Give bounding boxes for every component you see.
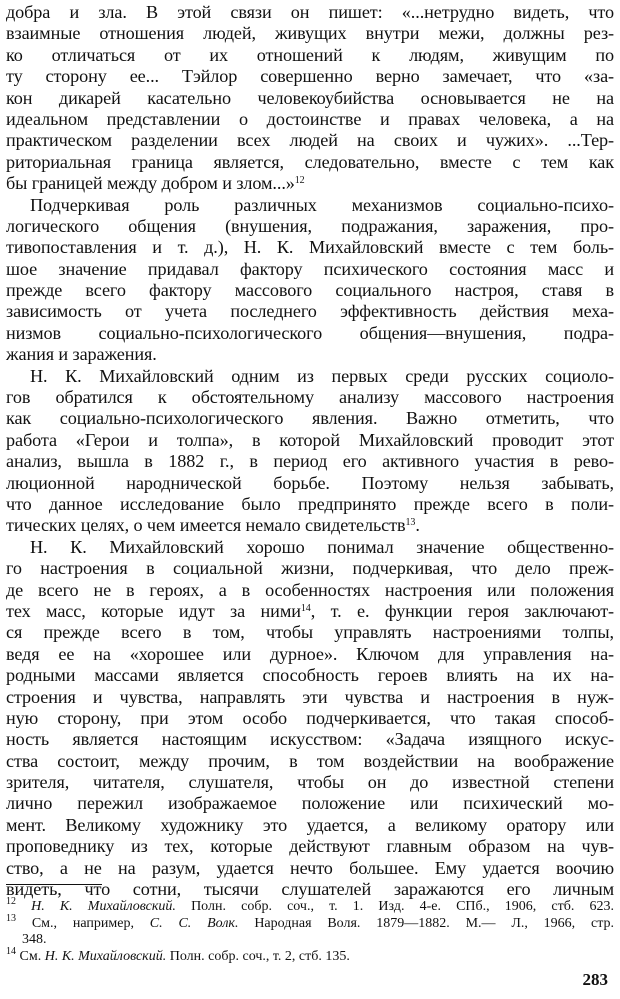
text-line-content: видеть, что сотни, тысячи слушателей заражаются его личным xyxy=(6,879,614,900)
footnote-line xyxy=(6,912,615,933)
text-line xyxy=(6,580,614,601)
footnote-divider xyxy=(6,884,102,885)
text-line xyxy=(6,879,614,900)
text-line-content: тических целях, о чем имеется немало свидетельств xyxy=(6,515,406,536)
text-line xyxy=(6,708,614,729)
text-line-content: кон дикарей касательно человекоубийства основывается не на xyxy=(6,87,614,108)
text-line-content: ту сторону ее... Тэйлор совершенно верно замечает, что «за- xyxy=(6,66,614,87)
text-line-content: проповеднику из тех, которые действуют главным образом на чув- xyxy=(6,836,614,857)
text-line-tail: . xyxy=(415,515,420,536)
footnote-number: 13 xyxy=(6,912,16,924)
text-line-content: жания и заражения. xyxy=(6,344,157,365)
text-line xyxy=(6,109,614,130)
footnotes xyxy=(6,896,615,965)
footnote-author: Н. К. Михайловский. xyxy=(31,899,176,914)
footnote-ref: 13 xyxy=(405,517,416,529)
text-line xyxy=(6,665,614,686)
footnote-ref: 12 xyxy=(294,175,305,187)
text-line-content: ведя ее на «хорошее или дурное». Ключом для управления на- xyxy=(6,643,614,664)
text-line xyxy=(6,644,614,665)
text-line xyxy=(6,515,614,536)
text-line xyxy=(6,473,614,494)
footnote-ref: 14 xyxy=(300,602,311,614)
text-line-tail: , т. е. функции героя заключают- xyxy=(310,600,614,621)
page-number: 283 xyxy=(582,970,608,989)
footnote-line xyxy=(6,932,614,949)
footnote-prefix: См., например, xyxy=(31,915,150,931)
text-line xyxy=(6,451,614,472)
text-line xyxy=(6,237,614,258)
text-line xyxy=(6,45,614,66)
text-line-content: мент. Великому художнику это удается, а великому оратору или xyxy=(6,814,614,835)
text-line-content: ство, а не на разум, удается нечто большее. Ему удается воочию xyxy=(6,857,614,878)
text-line-content: люционной народнической борьбе. Поэтому нельзя забывать, xyxy=(6,472,614,493)
text-line xyxy=(6,772,614,793)
text-line xyxy=(6,729,614,750)
text-line-content: зависимость от учета последнего эффективность действия меха- xyxy=(6,301,614,322)
text-line xyxy=(6,173,614,194)
text-line-content: строения и чувства, направлять эти чувства и настроения в нуж- xyxy=(6,686,614,707)
footnote-text: 348. xyxy=(22,932,47,947)
text-line xyxy=(6,793,614,814)
text-line xyxy=(6,195,614,216)
footnote-line xyxy=(6,896,614,916)
text-line-content: прежде всего фактору массового социального настроя, ставя в xyxy=(6,280,614,301)
text-line-content: идеальном представлении о достоинстве и правах человека, а на xyxy=(6,108,614,129)
footnote-prefix: См. xyxy=(19,948,45,964)
text-line xyxy=(6,2,614,23)
main-text xyxy=(6,2,614,900)
text-line xyxy=(6,858,614,879)
text-line-content: ства состоит, между прочим, в том воздействии на воображение xyxy=(6,750,614,771)
text-line-content: ную сторону, при этом особо подчеркивается, что такая способ- xyxy=(6,707,614,728)
text-line xyxy=(6,622,614,643)
text-line xyxy=(6,130,614,151)
footnote-text: Полн. собр. соч., т. 2, стб. 135. xyxy=(166,948,350,964)
footnote-author: Н. К. Михайловский. xyxy=(44,948,167,964)
text-line-content: анализ, вышла в 1882 г., в период его активного участия в рево- xyxy=(6,451,614,472)
text-line-content: го настроения в социальной жизни, подчеркивая, что дело преж- xyxy=(6,558,614,579)
text-line-content: шое значение придавал фактору психического состояния масс и xyxy=(6,258,614,279)
text-line xyxy=(6,558,614,579)
text-line-content: низмов социально-психологического общения—внушения, подра- xyxy=(6,322,614,343)
text-line-content: гов обратился к обстоятельному анализу массового настроения xyxy=(6,387,614,408)
text-line-content: ность является настоящим искусством: «Задача изящного искус- xyxy=(6,729,614,750)
footnote-line xyxy=(6,945,614,966)
text-line xyxy=(6,366,614,387)
text-line-content: бы границей между добром и злом...» xyxy=(6,173,295,194)
text-line xyxy=(6,387,614,408)
text-line xyxy=(6,601,614,622)
text-line-content: лично пережил изображаемое положение или психический мо- xyxy=(6,793,614,814)
text-line xyxy=(6,280,614,301)
text-line-content: тех масс, которые идут за ними xyxy=(6,600,301,621)
text-line xyxy=(6,152,614,173)
text-line xyxy=(6,88,614,109)
text-line xyxy=(6,323,614,344)
text-line xyxy=(6,836,614,857)
text-line xyxy=(6,687,614,708)
footnote-text: Народная Воля. 1879—1882. М.— Л., 1966, стр. xyxy=(238,915,615,931)
text-line-content: что данное исследование было предпринято прежде всего в поли- xyxy=(6,493,614,514)
text-line-content: Подчеркивая роль различных механизмов социально-психо- xyxy=(30,194,614,215)
text-line-content: тивопоставления и т. д.), Н. К. Михайловский вместе с тем боль- xyxy=(6,237,614,258)
text-line xyxy=(6,494,614,515)
footnote-number: 12 xyxy=(6,896,16,907)
text-line xyxy=(6,815,614,836)
text-line-content: ся прежде всего в том, чтобы управлять настроениями толпы, xyxy=(6,622,614,643)
footnote-author: С. С. Волк. xyxy=(149,915,239,931)
text-line-content: логического общения (внушения, подражания, заражения, про- xyxy=(6,215,614,236)
text-line-content: риториальная граница является, следовательно, вместе с тем как xyxy=(6,151,614,172)
text-line xyxy=(6,301,614,322)
text-line-content: добра и зла. В этой связи он пишет: «...нетрудно видеть, что xyxy=(6,2,614,22)
text-line-content: практическом разделении всех людей на своих и чужих». ...Тер- xyxy=(6,130,614,151)
text-line-content: ко отличаться от их отношений к людям, живущим по xyxy=(6,44,614,65)
text-line-content: как социально-психологического явления. Важно отметить, что xyxy=(6,408,614,429)
text-line-content: зрителя, читателя, слушателя, чтобы он до известной степени xyxy=(6,772,614,793)
text-line-content: Н. К. Михайловский одним из первых среди русских социоло- xyxy=(30,365,614,386)
text-line xyxy=(6,23,614,44)
text-line-content: де всего не в героях, а в особенностях настроения или положения xyxy=(6,579,614,600)
text-line xyxy=(6,408,614,429)
footnote-number: 14 xyxy=(6,945,16,957)
text-line-content: взаимные отношения людей, живущих внутри межи, должны рез- xyxy=(6,23,614,44)
text-line xyxy=(6,537,614,558)
text-line xyxy=(6,751,614,772)
text-line xyxy=(6,259,614,280)
footnote-text: Полн. собр. соч., т. 1. Изд. 4-е. СПб., 1906, стб. 623. xyxy=(175,899,614,914)
text-line-content: Н. К. Михайловский хорошо понимал значение общественно- xyxy=(30,536,614,557)
text-line xyxy=(6,430,614,451)
text-line xyxy=(6,216,614,237)
text-line xyxy=(6,344,614,365)
text-line xyxy=(6,66,614,87)
text-line-content: работа «Герои и толпа», в которой Михайловский проводит этот xyxy=(6,429,614,450)
text-line-content: родными массами является способность героев влиять на их на- xyxy=(6,665,614,686)
